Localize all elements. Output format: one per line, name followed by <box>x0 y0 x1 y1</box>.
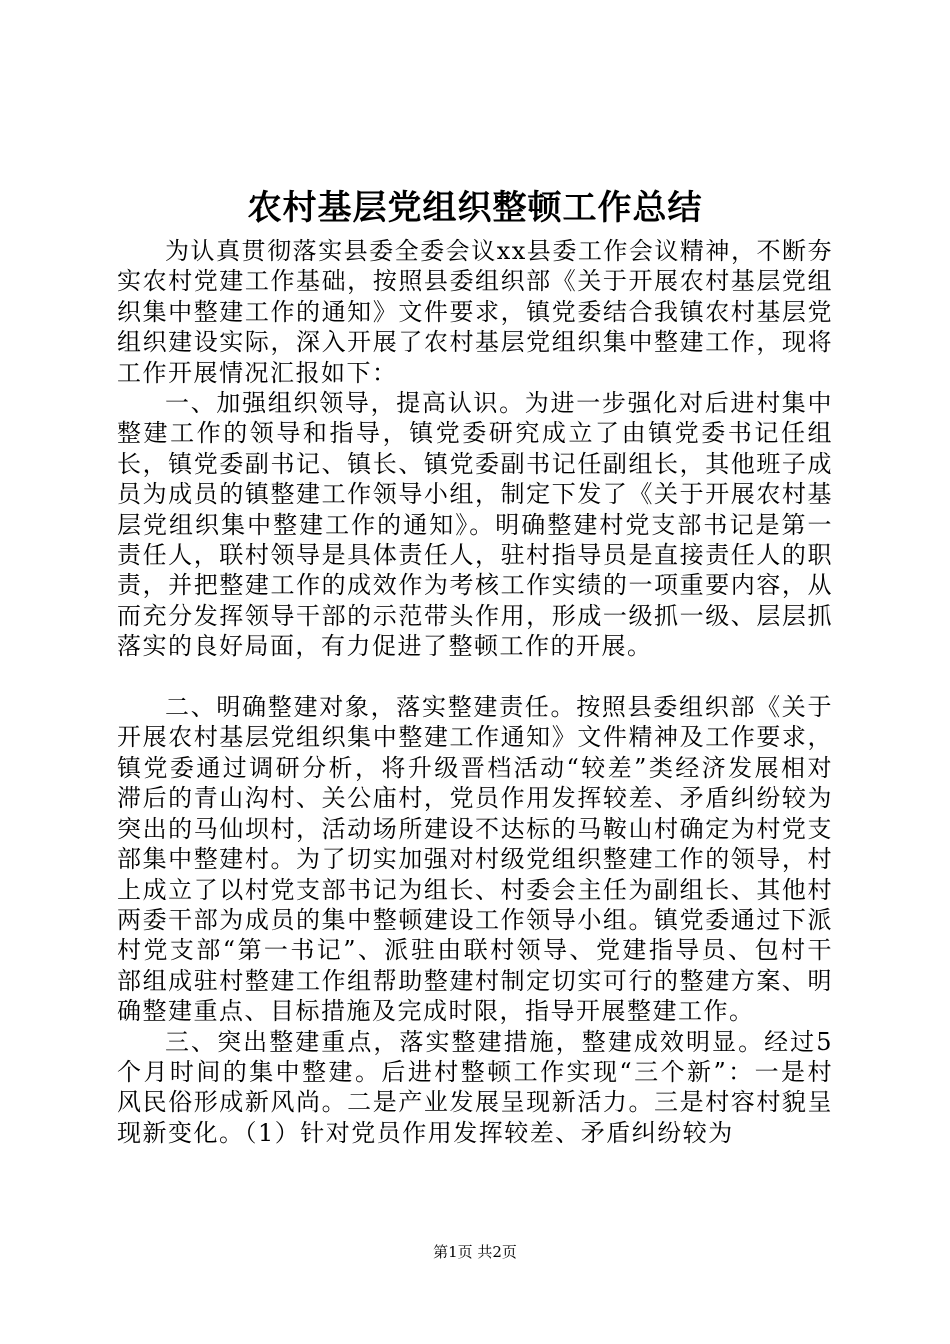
paragraph-section-1: 一、加强组织领导，提高认识。为进一步强化对后进村集中整建工作的领导和指导，镇党委研究成立了由镇党委书记任组长，镇党委副书记、镇长、镇党委副书记任副组长，其他班子成员为成员的镇整建工作领导小组，制定下发了《关于开展农村基层党组织集中整建工作的通知》。明确整建村党支部书记是第一责任人，联村领导是具体责任人，驻村指导员是直接责任人的职责，并把整建工作的成效作为考核工作实绩的一项重要内容，从而充分发挥领导干部的示范带头作用，形成一级抓一级、层层抓落实的良好局面，有力促进了整顿工作的开展。 <box>117 389 833 661</box>
page-number-footer: 第1页 共2页 <box>433 1243 517 1261</box>
paragraph-spacer <box>117 662 833 692</box>
document-title: 农村基层党组织整顿工作总结 <box>247 188 703 228</box>
document-body <box>117 236 833 1148</box>
paragraph-section-2: 二、明确整建对象，落实整建责任。按照县委组织部《关于开展农村基层党组织集中整建工作通知》文件精神及工作要求，镇党委通过调研分析，将升级晋档活动“较差”类经济发展相对滞后的青山沟村、关公庙村，党员作用发挥较差、矛盾纠纷较为突出的马仙坝村，活动场所建设不达标的马鞍山村确定为村党支部集中整建村。为了切实加强对村级党组织整建工作的领导，村上成立了以村党支部书记为组长、村委会主任为副组长、其他村两委干部为成员的集中整顿建设工作领导小组。镇党委通过下派村党支部“第一书记”、派驻由联村领导、党建指导员、包村干部组成驻村整建工作组帮助整建村制定切实可行的整建方案、明确整建重点、目标措施及完成时限，指导开展整建工作。 <box>117 693 833 1026</box>
paragraph-section-3: 三、突出整建重点，落实整建措施，整建成效明显。经过5个月时间的集中整建。后进村整顿工作实现“三个新”：一是村风民俗形成新风尚。二是产业发展呈现新活力。三是村容村貌呈现新变化。（1）针对党员作用发挥较差、矛盾纠纷较为 <box>117 1027 833 1147</box>
paragraph-intro: 为认真贯彻落实县委全委会议xx县委工作会议精神，不断夯实农村党建工作基础，按照县委组织部《关于开展农村基层党组织集中整建工作的通知》文件要求，镇党委结合我镇农村基层党组织建设实际，深入开展了农村基层党组织集中整建工作，现将工作开展情况汇报如下： <box>117 237 833 387</box>
